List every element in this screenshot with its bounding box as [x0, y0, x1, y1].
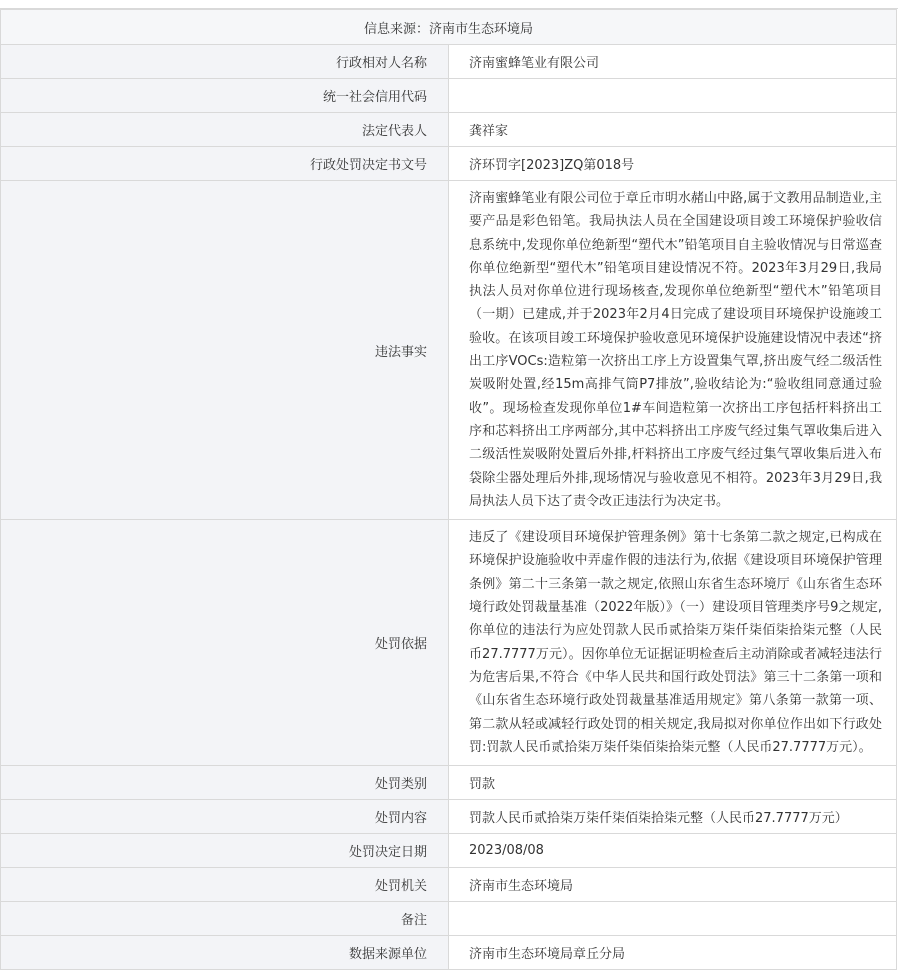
- info-source: 信息来源：济南市生态环境局: [1, 10, 897, 45]
- value-decision-date: 2023/08/08: [449, 834, 897, 868]
- label-authority: 处罚机关: [1, 868, 449, 902]
- value-credit-code: [449, 79, 897, 113]
- row-authority: [1, 868, 897, 902]
- value-decision-number: 济环罚字[2023]ZQ第018号: [449, 147, 897, 181]
- value-party-name: 济南蜜蜂笔业有限公司: [449, 45, 897, 79]
- value-penalty-type: 罚款: [449, 766, 897, 800]
- label-party-name: 行政相对人名称: [1, 45, 449, 79]
- label-decision-date: 处罚决定日期: [1, 834, 449, 868]
- row-credit-code: [1, 79, 897, 113]
- value-penalty-content: 罚款人民币贰拾柒万柒仟柒佰柒拾柒元整（人民币27.7777万元）: [449, 800, 897, 834]
- label-violation-facts: 违法事实: [1, 181, 449, 520]
- value-legal-rep: 龚祥家: [449, 113, 897, 147]
- row-party-name: [1, 45, 897, 79]
- label-remarks: 备注: [1, 902, 449, 936]
- row-violation-facts: [1, 181, 897, 520]
- value-penalty-basis: 违反了《建设项目环境保护管理条例》第十七条第二款之规定,已构成在环境保护设施验收中弄虚作假的违法行为,依据《建设项目环境保护管理条例》第二十三条第一款之规定,依照山东省生态环境厅《山东省生态环境行政处罚裁量基准（2022年版）》（一）建设项目管理类序号9之规定,你单位的违法行为应处罚款人民币贰拾柒万柒仟柒佰柒拾柒元整（人民币27.7777万元）。因你单位无证据证明检查后主动消除或者减轻违法行为危害后果,不符合《中华人民共和国行政处罚法》第三十二条第一项和《山东省生态环境行政处罚裁量基准适用规定》第八条第一款第一项、第二款从轻或减轻行政处罚的相关规定,我局拟对你单位作出如下行政处罚:罚款人民币贰拾柒万柒仟柒佰柒拾柒元整（人民币27.7777万元）。: [449, 520, 897, 766]
- label-penalty-basis: 处罚依据: [1, 520, 449, 766]
- row-penalty-content: [1, 800, 897, 834]
- value-remarks: [449, 902, 897, 936]
- info-source-row: [1, 10, 897, 45]
- label-legal-rep: 法定代表人: [1, 113, 449, 147]
- label-penalty-type: 处罚类别: [1, 766, 449, 800]
- penalty-info-table: [0, 9, 897, 970]
- row-legal-rep: [1, 113, 897, 147]
- value-violation-facts: 济南蜜蜂笔业有限公司位于章丘市明水赭山中路,属于文教用品制造业,主要产品是彩色铅笔。我局执法人员在全国建设项目竣工环境保护验收信息系统中,发现你单位绝新型“塑代木”铅笔项目自主验收情况与日常巡查你单位绝新型“塑代木”铅笔项目建设情况不符。2023年3月29日,我局执法人员对你单位进行现场核查,发现你单位绝新型“塑代木”铅笔项目（一期）已建成,并于2023年2月4日完成了建设项目环境保护设施竣工验收。在该项目竣工环境保护验收意见环境保护设施建设情况中表述“挤出工序VOCs:造粒第一次挤出工序上方设置集气罩,挤出废气经二级活性炭吸附处置,经15m高排气筒P7排放”,验收结论为:“验收组同意通过验收”。现场检查发现你单位1#车间造粒第一次挤出工序包括杆料挤出工序和芯料挤出工序两部分,其中芯料挤出工序废气经过集气罩收集后进入二级活性炭吸附处置后外排,杆料挤出工序废气经过集气罩收集后进入布袋除尘器处理后外排,现场情况与验收意见不相符。2023年3月29日,我局执法人员下达了责令改正违法行为决定书。: [449, 181, 897, 520]
- row-data-source: [1, 936, 897, 970]
- label-credit-code: 统一社会信用代码: [1, 79, 449, 113]
- row-decision-date: [1, 834, 897, 868]
- row-decision-number: [1, 147, 897, 181]
- row-penalty-basis: [1, 520, 897, 766]
- top-strip: [0, 0, 898, 9]
- value-data-source: 济南市生态环境局章丘分局: [449, 936, 897, 970]
- label-decision-number: 行政处罚决定书文号: [1, 147, 449, 181]
- row-penalty-type: [1, 766, 897, 800]
- label-penalty-content: 处罚内容: [1, 800, 449, 834]
- row-remarks: [1, 902, 897, 936]
- value-authority: 济南市生态环境局: [449, 868, 897, 902]
- label-data-source: 数据来源单位: [1, 936, 449, 970]
